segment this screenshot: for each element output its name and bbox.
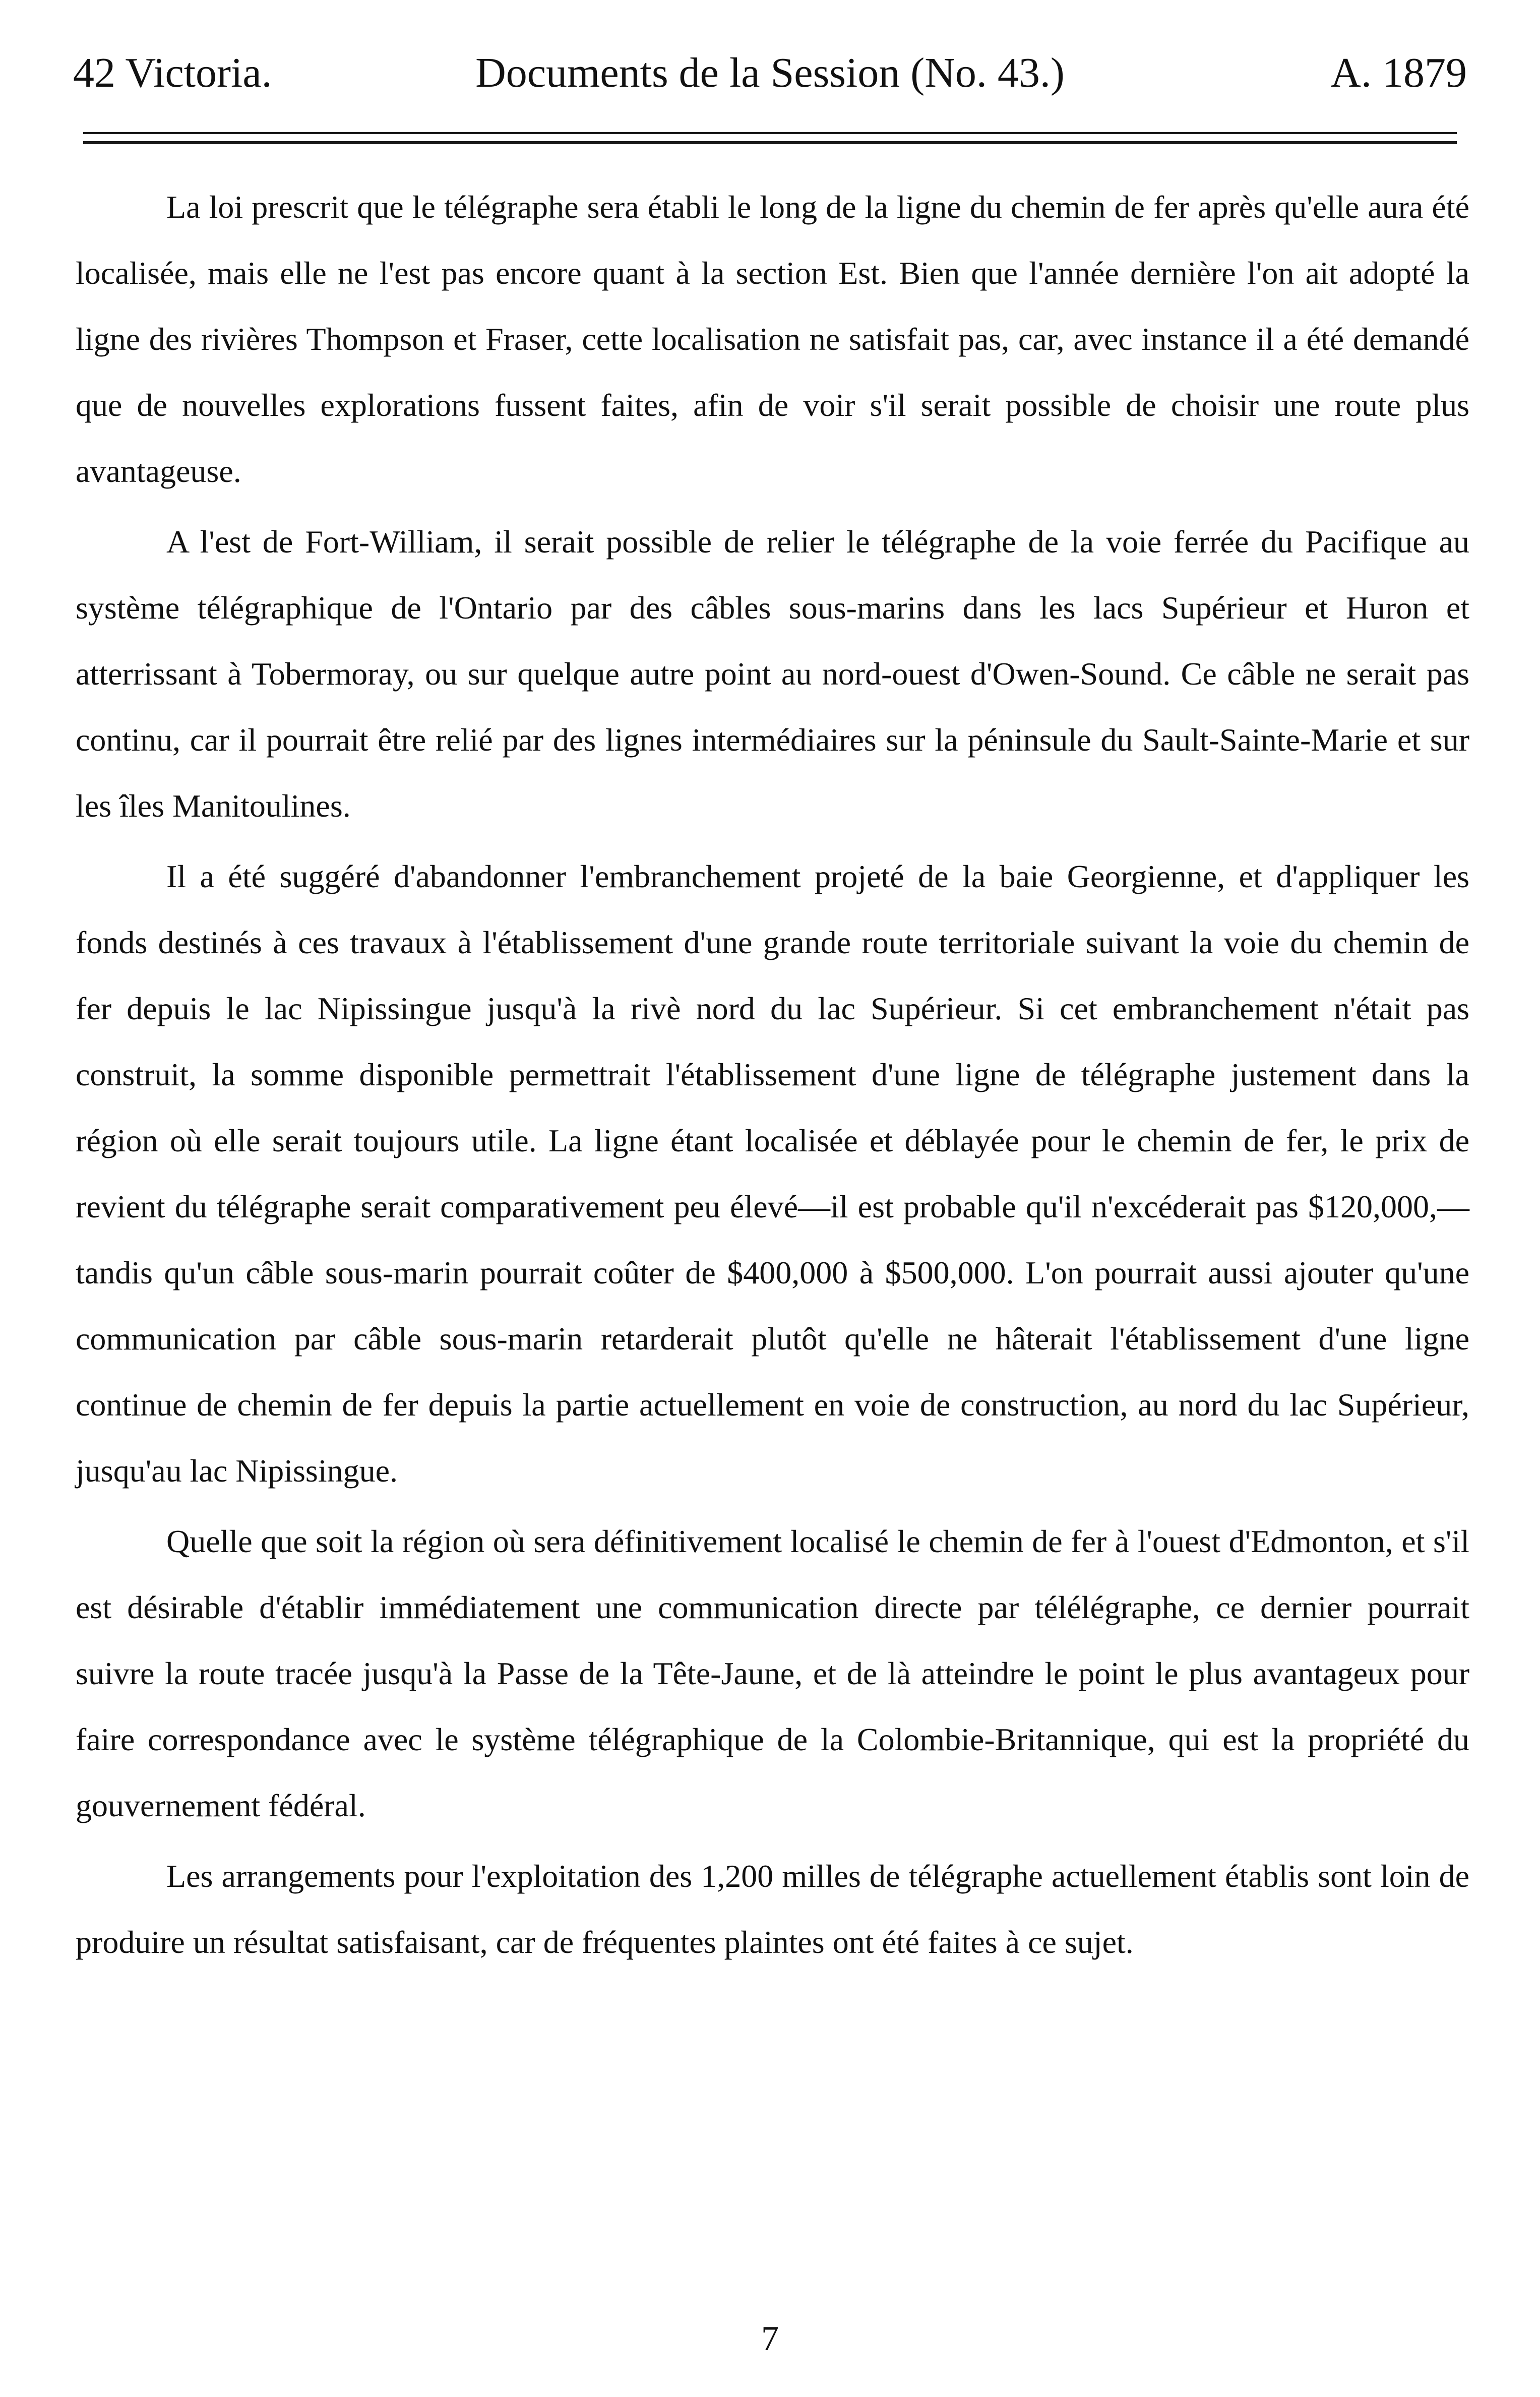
body-text bbox=[76, 174, 1469, 1980]
header-year: A. 1879 bbox=[1330, 49, 1467, 96]
header-rule-thick bbox=[83, 141, 1457, 144]
page-header bbox=[73, 35, 1467, 111]
paragraph: La loi prescrit que le télégraphe sera établi le long de la ligne du chemin de fer après qu'elle aura été localisée, mais elle ne l'est pas encore quant à la section Est. Bien que l'année dernière l'on ait adopté la ligne des rivières Thompson et Fraser, cette localisation ne satisfait pas, car, avec instance il a été demandé que de nouvelles explorations fussent faites, afin de voir s'il serait possible de choisir une route plus avantageuse. bbox=[76, 189, 1469, 489]
header-title: Documents de la Session (No. 43.) bbox=[475, 49, 1065, 96]
paragraph: Quelle que soit la région où sera définitivement localisé le chemin de fer à l'ouest d'Edmonton, et s'il est désirable d'établir immédiatement une communication directe par télélégraphe, ce dernier pourrait suivre la route tracée jusqu'à la Passe de la Tête-Jaune, et de là atteindre le point le plus avantageux pour faire correspondance avec le système télégraphique de la Colombie-Britannique, qui est la propriété du gouvernement fédéral. bbox=[76, 1523, 1469, 1823]
paragraph: Les arrangements pour l'exploitation des 1,200 milles de télégraphe actuellement établis sont loin de produire un résultat satisfaisant, car de fréquentes plaintes ont été faites à ce sujet. bbox=[76, 1858, 1469, 1960]
header-regnal-year: 42 Victoria. bbox=[73, 49, 272, 96]
header-rule-thin bbox=[83, 132, 1457, 134]
paragraph: A l'est de Fort-William, il serait possible de relier le télégraphe de la voie ferrée du Pacifique au système télégraphique de l'Ontario par des câbles sous-marins dans les lacs Supérieur et Huron et atterrissant à Tobermoray, ou sur quelque autre point au nord-ouest d'Owen-Sound. Ce câble ne serait pas continu, car il pourrait être relié par des lignes intermédiaires sur la péninsule du Sault-Sainte-Marie et sur les îles Manitoulines. bbox=[76, 524, 1469, 824]
page-number: 7 bbox=[761, 2319, 779, 2358]
paragraph: Il a été suggéré d'abandonner l'embranchement projeté de la baie Georgienne, et d'appliquer les fonds destinés à ces travaux à l'établissement d'une grande route territoriale suivant la voie du chemin de fer depuis le lac Nipissingue jusqu'à la rivè nord du lac Supérieur. Si cet embranchement n'était pas construit, la somme disponible permettrait l'établissement d'une ligne de télégraphe justement dans la région où elle serait toujours utile. La ligne étant localisée et déblayée pour le chemin de fer, le prix de revient du télégraphe serait comparativement peu élevé—il est probable qu'il n'excéderait pas $120,000,—tandis qu'un câble sous-marin pourrait coûter de $400,000 à $500,000. L'on pourrait aussi ajouter qu'une communication par câble sous-marin retarderait plutôt qu'elle ne hâterait l'établissement d'une ligne continue de chemin de fer depuis la partie actuellement en voie de construction, au nord du lac Supérieur, jusqu'au lac Nipissingue. bbox=[76, 858, 1469, 1489]
